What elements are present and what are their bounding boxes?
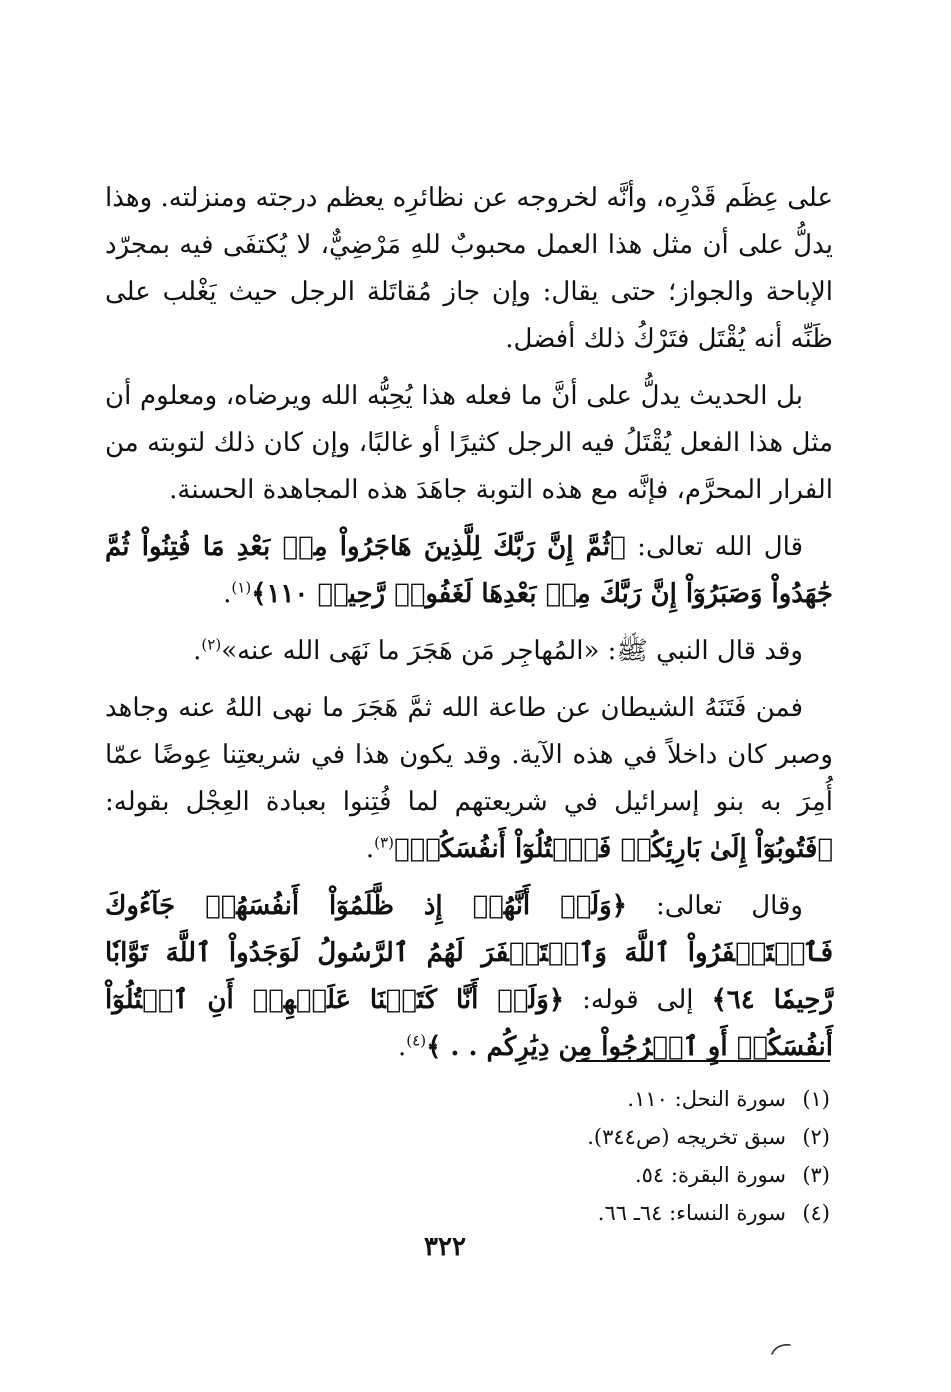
footnote-divider xyxy=(576,1060,830,1062)
footnote-ref-3: (٣) xyxy=(374,833,394,852)
footnote-number: (١) xyxy=(802,1087,830,1111)
footnote-text: سبق تخريجه (ص٣٤٤). xyxy=(587,1125,786,1149)
page-number: ٣٢٢ xyxy=(424,1232,466,1262)
footnote-number: (٤) xyxy=(802,1201,830,1225)
paragraph-6-lead: وقال تعالى: xyxy=(626,891,803,921)
hadith-quote: وقد قال النبي ﷺ: «المُهاجِر مَن هَجَرَ ما نَهَى الله عنه» xyxy=(221,636,803,666)
paragraph-4 xyxy=(105,628,833,675)
footnote-item xyxy=(400,1118,830,1156)
footnotes xyxy=(400,1080,830,1232)
paragraph-6-middle: إلى قوله: xyxy=(564,985,712,1015)
quran-verse-nahl-110: ﴿ثُمَّ إِنَّ رَبَّكَ لِلَّذِينَ هَاجَرُواْ مِنۢ بَعْدِ مَا فُتِنُواْ ثُمَّ جَٰهَدُواْ وَصَبَرُوٓاْ إِنَّ رَبَّكَ مِنۢ بَعْدِهَا لَغَفُورٞ رَّحِيمٞ ١١٠﴾ xyxy=(105,532,833,609)
paragraph-3-lead: قال الله تعالى: xyxy=(625,532,804,562)
footnote-text: سورة النساء: ٦٤ـ ٦٦. xyxy=(597,1201,786,1225)
footnote-number: (٣) xyxy=(802,1163,830,1187)
paragraph-5 xyxy=(105,685,833,873)
footnote-text: سورة البقرة: ٥٤. xyxy=(634,1163,786,1187)
paragraph-4-tail: . xyxy=(193,636,202,666)
footnote-item xyxy=(400,1194,830,1232)
footnote-ref-1: (١) xyxy=(231,578,252,597)
footnote-ref-4: (٤) xyxy=(406,1031,427,1050)
page-body xyxy=(105,175,833,1081)
quran-verse-nisa-64: ﴿وَلَوۡ أَنَّهُمۡ إِذ ظَّلَمُوٓاْ أَنفُسَهُمۡ جَآءُوكَ فَٱسۡتَغۡفَرُواْ ٱللَّهَ وَٱسۡتَغۡفَرَ لَهُمُ ٱلرَّسُولُ لَوَجَدُواْ ٱللَّهَ تَوَّابٗا رَّحِيمٗا ٦٤﴾ xyxy=(105,891,834,1015)
paragraph-5-tail: . xyxy=(365,834,375,864)
footnote-number: (٢) xyxy=(802,1125,830,1149)
footnote-item xyxy=(400,1156,830,1194)
paragraph-2: بل الحديث يدلُّ على أنَّ ما فعله هذا يُحِبُّه الله ويرضاه، ومعلوم أن مثل هذا الفعل يُقْتَلُ فيه الرجل كثيرًا أو غالبًا، وإن كان ذلك لتوبته من الفرار المحرَّم، فإنَّه مع هذه التوبة جاهَدَ هذه المجاهدة الحسنة. xyxy=(105,381,833,505)
paragraph-3-tail: . xyxy=(223,579,232,609)
footnote-ref-2: (٢) xyxy=(201,635,222,654)
paragraph-3 xyxy=(105,524,833,618)
pen-stroke-mark xyxy=(770,1342,792,1356)
paragraph-6 xyxy=(105,883,833,1071)
footnote-item xyxy=(400,1080,830,1118)
quran-verse-nisa-66: ﴿وَلَوۡ أَنَّا كَتَبۡنَا عَلَيۡهِمۡ أَنِ ٱقۡتُلُوٓاْ أَنفُسَكُمۡ أَوِ ٱخۡرُجُواْ مِن دِيَٰرِكُم . . ﴾ xyxy=(105,985,833,1062)
quran-verse-baqara-54: ﴿فَتُوبُوٓاْ إِلَىٰ بَارِئِكُمۡ فَٱقۡتُلُوٓاْ أَنفُسَكُمۡ﴾ xyxy=(393,834,833,864)
paragraph-6-tail: . xyxy=(398,1032,407,1062)
footnote-text: سورة النحل: ١١٠. xyxy=(627,1087,786,1111)
paragraph-1: على عِظَم قَدْرِه، وأنَّه لخروجه عن نظائرِه يعظم درجته ومنزلته. وهذا يدلُّ على أن مثل هذا العمل محبوبٌ للهِ مَرْضِيٌّ، لا يُكتفَى فيه بمجرّد الإباحة والجواز؛ حتى يقال: وإن جاز مُقاتَلة الرجل حيث يَغْلب على ظَنِّه أنه يُقْتَل فتَرْكُ ذلك أفضل. xyxy=(105,183,833,354)
paragraph-5-text: فمن فَتَنَهُ الشيطان عن طاعة الله ثمَّ هَجَرَ ما نهى اللهُ عنه وجاهد وصبر كان داخلاً في هذه الآية. وقد يكون هذا في شريعتِنا عِوضًا عمّا أُمِرَ به بنو إسرائيل في شريعتهم لما فُتِنوا بعبادة العِجْل بقوله: xyxy=(105,693,833,817)
